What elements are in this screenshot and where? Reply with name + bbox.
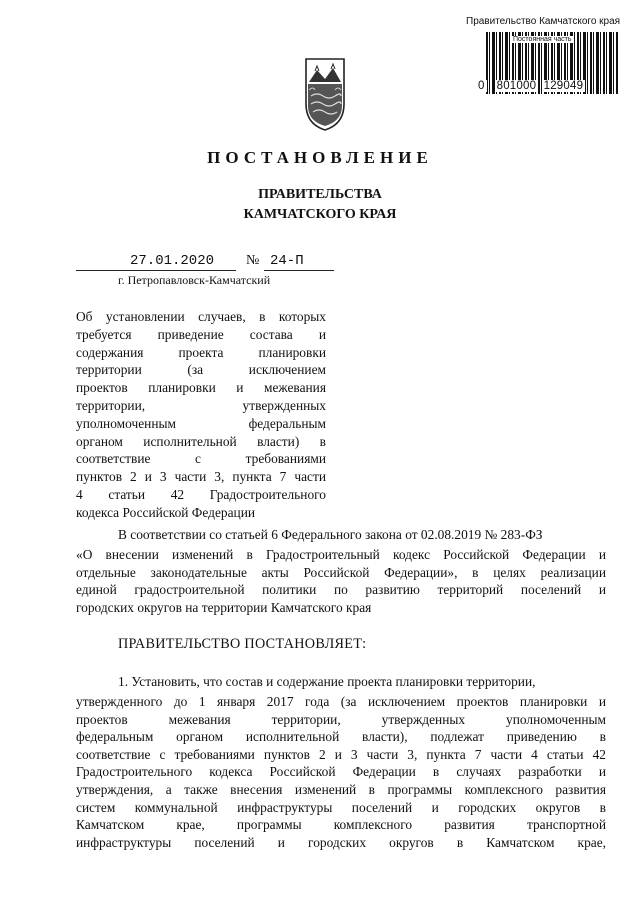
preamble-line: «О внесении изменений в Градостроительный кодекс Российской Федерации и [76,547,606,562]
subject-line: 4 статьи 42 Градостроительного [76,486,326,502]
stamp-subtitle: Постоянная часть [513,36,572,43]
subject-line: уполномоченным федеральным [76,415,326,431]
subject-line: пунктов 2 и 3 части 3, пункта 7 части [76,469,326,485]
paragraph-line: утвержденного до 1 января 2017 года (за исключением проектов планировки и [76,694,606,709]
date-number-line [76,253,336,271]
preamble-line: городских округов на территории Камчатского края [76,599,372,615]
stamp-number [476,80,585,92]
subject-line: органом исполнительной власти) в [76,433,326,449]
preamble-first-line: В соответствии со статьей 6 Федерального закона от 02.08.2019 № 283-ФЗ [118,527,543,542]
organization-line-2: КАМЧАТСКОГО КРАЯ [243,207,397,222]
preamble-line: отдельные законодательные акты Российской Федерации», в целях реализации [76,564,606,580]
number-sign: № [246,253,260,268]
subject-line: требуется приведение состава и [76,326,326,342]
paragraph-line: Камчатском крае, программы комплексного развития транспортной [76,817,606,833]
document-city: г. Петропавловск-Камчатский [118,273,271,287]
paragraph-line: систем коммунальной инфраструктуры поселений и городских округов в [76,799,606,815]
subject-line: кодекса Российской Федерации [76,504,256,520]
resolves-heading: ПРАВИТЕЛЬСТВО ПОСТАНОВЛЯЕТ: [118,636,367,652]
paragraph-line: Градостроительного кодекса Российской Федерации в случаях разработки и [76,764,606,780]
paragraph-line: инфраструктуры поселений и городских округов в Камчатском крае, [76,834,606,850]
subject-line: содержания проекта планировки [76,344,326,360]
document-type: ПОСТАНОВЛЕНИЕ [207,148,433,167]
paragraph-1 [76,693,606,851]
document-number: 24-П [270,253,304,269]
paragraph-1-first-line: 1. Установить, что состав и содержание проекта планировки территории, [118,674,536,689]
subject-line: Об установлении случаев, в которых [76,309,326,324]
document-subject [76,308,326,522]
organization-line-1: ПРАВИТЕЛЬСТВА [258,187,382,202]
coat-of-arms-icon [303,56,347,132]
paragraph-line: проектов межевания территории, утвержденных уполномоченным [76,711,606,727]
registration-stamp [466,16,622,92]
stamp-title: Правительство Камчатского края [466,16,621,27]
stamp-number-prefix: 0 [478,80,485,92]
stamp-number-main: 801000 [496,80,537,92]
preamble-line: единой градостроительной политики по развитию территорий поселений и [76,582,606,598]
stamp-number-suffix: 129049 [543,80,584,92]
subject-line: территории, утвержденных [76,397,326,413]
paragraph-line: федеральным органом исполнительной власти), подлежат приведению в [76,729,606,745]
subject-line: проектов планировки и межевания [76,380,326,396]
paragraph-line: соответствие с требованиями пунктов 2 и 3 части 3, пункта 7 части 4 статьи 42 [76,746,606,762]
document-organization [0,185,640,225]
subject-line: территории (за исключением [76,362,326,378]
subject-line: соответствие с требованиями [76,451,326,467]
preamble [76,546,606,616]
paragraph-line: утверждения, а также внесения изменений в программы комплексного развития [76,781,606,797]
document-date: 27.01.2020 [130,253,215,269]
